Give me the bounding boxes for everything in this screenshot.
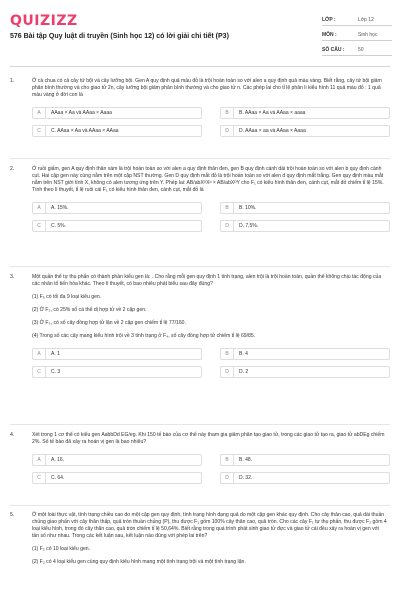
option-letter: C (33, 473, 46, 483)
option-letter: C (33, 367, 46, 377)
question-text: Ở ruồi giấm, gen A quy định thân xám là trội hoàn toàn so với alen a quy định thân đen, gen B quy định cánh dài trội hoàn toàn so với alen b quy định cánh cụt. Hai cặp gen này cùng nằm trên một cặp NST thường. Gen D quy định mắt đỏ là trội hoàn toàn so với alen d quy định mắt trắng. Gen quy định màu mắt nằm trên NST giới tính X, không có alen tương ứng trên Y. Phép lai: AB/abXᴰXᵈ × AB/abXᴰY cho F₁ có kiểu hình thân đen, cánh cụt, mắt đỏ chiếm tỉ lệ 15%. Tính theo lí thuyết, tỉ lệ ruồi cái F₁ có kiểu hình thân đen, cánh cụt, mắt đỏ là (32, 166, 384, 193)
option-letter: D (221, 221, 234, 231)
question-divider (10, 505, 390, 506)
question-number: 2. (10, 166, 15, 172)
option-c[interactable] (32, 220, 202, 232)
option-c[interactable] (32, 366, 202, 378)
question-number: 4. (10, 432, 15, 438)
statement: (3) Ở F₃, có số cây đồng hợp tử lặn về 2 cặp gen chiếm tỉ lệ 77/160. (32, 320, 186, 326)
question-text: Ở một loài thực vật, tính trạng chiều cao do một cặp gen quy định, tính trạng hình dạng quả do một cặp gen khác quy định. Cho cây thân cao, quả dài thuần chủng giao phấn với cây thân thấp, quả tròn thuần chủng (P), thu được F₁ gồm 100% cây thân cao, quả tròn. Cho các cây F₁ tự thụ phấn, thu được F₂ gồm 4 loại kiểu hình, trong đó cây thân cao, quả tròn chiếm tỉ lệ 50,64%. Biết rằng trong quá trình phát sinh giao tử đực và giao tử cái đều xảy ra hoán vị gen với tần số như nhau. Trong các kết luận sau, kết luận nào đúng với phép lai trên? (32, 512, 387, 539)
statement: (1) F₂ có 10 loại kiểu gen. (32, 546, 91, 552)
question-number: 5. (10, 512, 15, 518)
question-5 (10, 512, 390, 566)
option-text: A. 15%. (51, 204, 69, 211)
option-text: B. 48. (239, 456, 253, 463)
option-letter: B (221, 203, 234, 213)
option-text: A. 16. (51, 456, 65, 463)
question-divider (10, 424, 390, 425)
meta-key: SỐ CÂU : (322, 47, 345, 53)
option-d[interactable] (220, 125, 390, 137)
question-text: Ở cà chua có cả cây tứ bội và cây lưỡng bội. Gen A quy định quả màu đỏ là trội hoàn toàn so với alen a quy định quả màu vàng. Biết rằng, cây tứ bội giảm phân bình thường và cho giao tử 2n, cây lưỡng bội giảm phân bình thường và cho giao tử n. Các phép lai cho tỉ lệ phân li kiểu hình 11 quả màu đỏ : 1 quả màu vàng ở đời con là (32, 78, 382, 98)
option-letter: C (33, 221, 46, 231)
meta-key: LỚP : (322, 17, 336, 23)
option-letter: A (33, 349, 46, 359)
worksheet-meta (322, 11, 392, 56)
quizizz-logo: QUIZIZZ (10, 13, 78, 29)
option-letter: A (33, 203, 46, 213)
option-b[interactable] (220, 202, 390, 214)
answer-options (32, 107, 387, 137)
option-letter: A (33, 108, 46, 118)
question-text: Xét trong 1 cơ thể có kiểu gen AabbDd EG/eg. Khi 150 tế bào của cơ thể này tham gia giảm phân tạo giao tử, trong các giao tử tạo ra, giao tử abDEg chiếm 2%. Số tế bào đã xảy ra hoán vị gen là bao nhiêu? (32, 432, 385, 445)
option-text: B. 4 (239, 350, 248, 357)
option-text: D. AAaa × aa và AAaa × Aaaa (239, 127, 306, 134)
option-b[interactable] (220, 107, 390, 119)
option-letter: A (33, 455, 46, 465)
answer-options (32, 348, 387, 378)
statement: (1) F₅ có tối đa 9 loại kiểu gen. (32, 294, 102, 300)
meta-value: 50 (358, 47, 364, 53)
meta-value: Sinh học (358, 32, 378, 38)
option-text: D. 7,5%. (239, 222, 259, 229)
meta-row-grade (322, 11, 392, 26)
question-number: 3. (10, 274, 15, 280)
answer-options (32, 202, 387, 232)
option-a[interactable] (32, 348, 202, 360)
option-c[interactable] (32, 472, 202, 484)
meta-key: MÔN : (322, 32, 337, 38)
option-a[interactable] (32, 454, 202, 466)
statement: (2) Ở F₂, có 25% số cá thể dị hợp tử về 2 cặp gen. (32, 307, 147, 313)
option-text: B. AAaa × Aa và AAaa × aaaa (239, 109, 306, 116)
option-b[interactable] (220, 348, 390, 360)
meta-row-subject (322, 26, 392, 41)
option-text: B. 10%. (239, 204, 257, 211)
page-header (0, 0, 400, 64)
option-letter: D (221, 473, 234, 483)
question-divider (10, 158, 390, 159)
question-number: 1. (10, 78, 15, 84)
question-divider (10, 266, 390, 267)
option-letter: B (221, 349, 234, 359)
question-text: Một quần thể tự thụ phấn có thành phần kiểu gen là: . Cho rằng mỗi gen quy định 1 tính trạng, alen trội là trội hoàn toàn, quần thể không chịu tác động của các nhân tố tiến hóa khác. Theo lí thuyết, có bao nhiêu phát biểu sau đây đúng? (32, 274, 382, 287)
meta-row-count (322, 41, 392, 56)
option-text: AAaa × Aa và AAaa × Aaaa (51, 109, 112, 116)
option-letter: B (221, 455, 234, 465)
option-text: C. 5%. (51, 222, 67, 229)
statement: (2) F₂ có 4 loại kiểu gen cùng quy định kiểu hình mang một tính trạng trội và một tính trạng lặn. (32, 559, 246, 565)
header-divider (10, 66, 390, 67)
statement: (4) Trong số các cây mang kiểu hình trội về 3 tính trạng ở F₄, số cây đồng hợp tử chiếm tỉ lệ 69/85. (32, 333, 256, 339)
answer-options (32, 454, 387, 484)
option-c[interactable] (32, 125, 202, 137)
option-letter: D (221, 126, 234, 136)
option-letter: C (33, 126, 46, 136)
meta-value: Lớp 12 (358, 17, 374, 23)
option-a[interactable] (32, 107, 202, 119)
option-text: C. 64. (51, 474, 65, 481)
page-title: 576 Bài tập Quy luật di truyền (Sinh học 12) có lời giải chi tiết (P3) (10, 33, 229, 40)
option-d[interactable] (220, 220, 390, 232)
option-d[interactable] (220, 472, 390, 484)
option-d[interactable] (220, 366, 390, 378)
option-text: C. 3 (51, 368, 61, 375)
option-text: C. AAaa × Aa và AAaa × AAaa (51, 127, 119, 134)
option-a[interactable] (32, 202, 202, 214)
option-text: A. 1 (51, 350, 60, 357)
option-b[interactable] (220, 454, 390, 466)
question-2 (10, 166, 390, 232)
option-letter: D (221, 367, 234, 377)
question-3 (10, 274, 390, 378)
question-4 (10, 432, 390, 484)
option-text: D. 32. (239, 474, 253, 481)
option-text: D. 2 (239, 368, 249, 375)
question-1 (10, 78, 390, 137)
option-letter: B (221, 108, 234, 118)
